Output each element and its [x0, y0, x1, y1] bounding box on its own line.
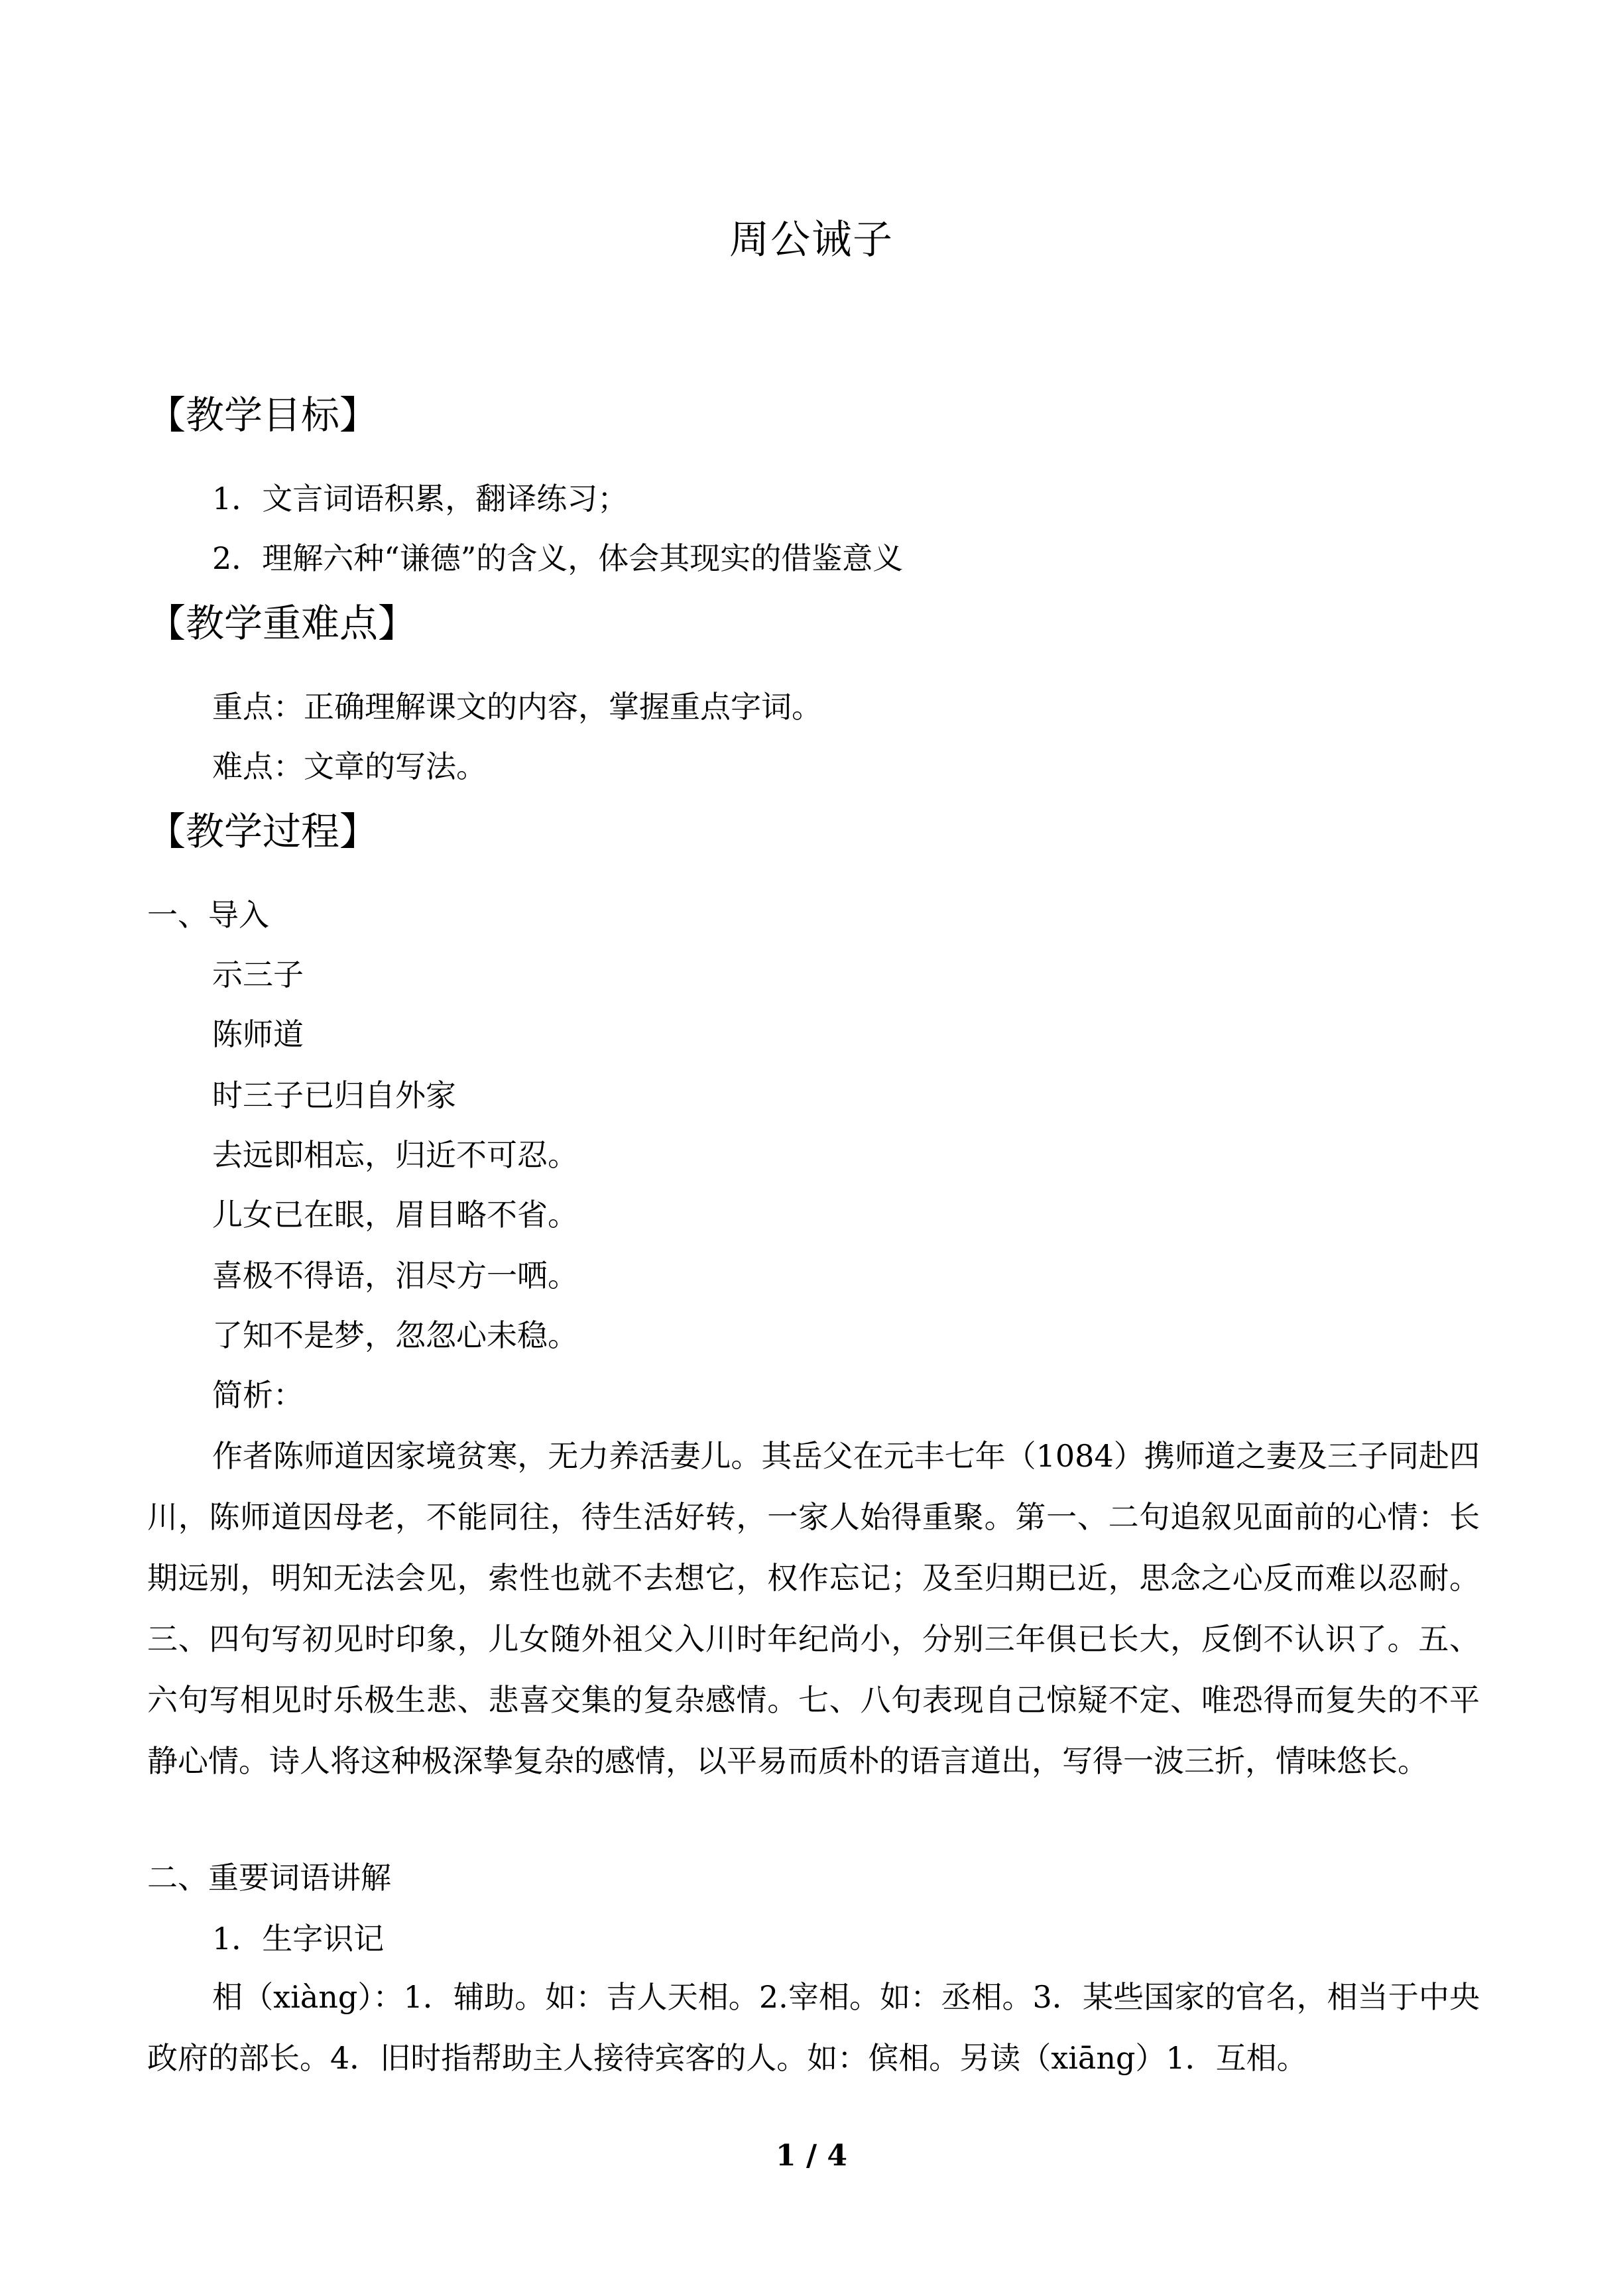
poem-title: 示三子 — [212, 957, 304, 993]
difficult-point-item: 难点：文章的写法。 — [212, 749, 487, 784]
document-title: 周公诫子 — [729, 217, 894, 263]
section-intro-label: 一、导入 — [147, 897, 269, 933]
page-indicator: 1 / 4 — [776, 2139, 847, 2173]
heading-process: 【教学过程】 — [147, 809, 379, 854]
objective-item-1: 1．文言词语积累，翻译练习； — [212, 481, 629, 516]
heading-objectives: 【教学目标】 — [147, 393, 379, 438]
poem-note: 时三子已归自外家 — [212, 1077, 456, 1113]
section-vocab-label: 二、重要词语讲解 — [147, 1860, 391, 1896]
poem-line-3: 喜极不得语，泪尽方一哂。 — [212, 1258, 578, 1294]
vocab-entry-paragraph: 相（xiàng）：1．辅助。如：吉人天相。2.宰相。如：丞相。3．某些国家的官名，相当于中央政府的部长。4．旧时指帮助主人接待宾客的人。如：傧相。另读（xiāng）1．互相。 — [147, 1979, 1480, 2076]
poem-author: 陈师道 — [212, 1016, 304, 1052]
analysis-label: 简析： — [212, 1377, 304, 1413]
heading-key-points: 【教学重难点】 — [147, 601, 417, 646]
vocab-sub-label: 1．生字识记 — [212, 1921, 385, 1957]
objective-item-2: 2．理解六种“谦德”的含义，体会其现实的借鉴意义 — [212, 540, 904, 576]
analysis-paragraph: 作者陈师道因家境贫寒，无力养活妻儿。其岳父在元丰七年（1084）携师道之妻及三子同赴四川，陈师道因母老，不能同往，待生活好转，一家人始得重聚。第一、二句追叙见面前的心情：长期远别，明知无法会见，索性也就不去想它，权作忘记；及至归期已近，思念之心反而难以忍耐。三、四句写初见时印象，儿女随外祖父入川时年纪尚小，分别三年俱已长大，反倒不认识了。五、六句写相见时乐极生悲、悲喜交集的复杂感情。七、八句表现自己惊疑不定、唯恐得而复失的不平静心情。诗人将这种极深挚复杂的感情，以平易而质朴的语言道出，写得一波三折，情味悠长。 — [147, 1438, 1480, 1779]
poem-line-4: 了知不是梦，忽忽心未稳。 — [212, 1317, 578, 1353]
poem-line-1: 去远即相忘，归近不可忍。 — [212, 1137, 578, 1173]
key-point-item: 重点：正确理解课文的内容，掌握重点字词。 — [212, 689, 822, 725]
poem-line-2: 儿女已在眼，眉目略不省。 — [212, 1197, 578, 1233]
